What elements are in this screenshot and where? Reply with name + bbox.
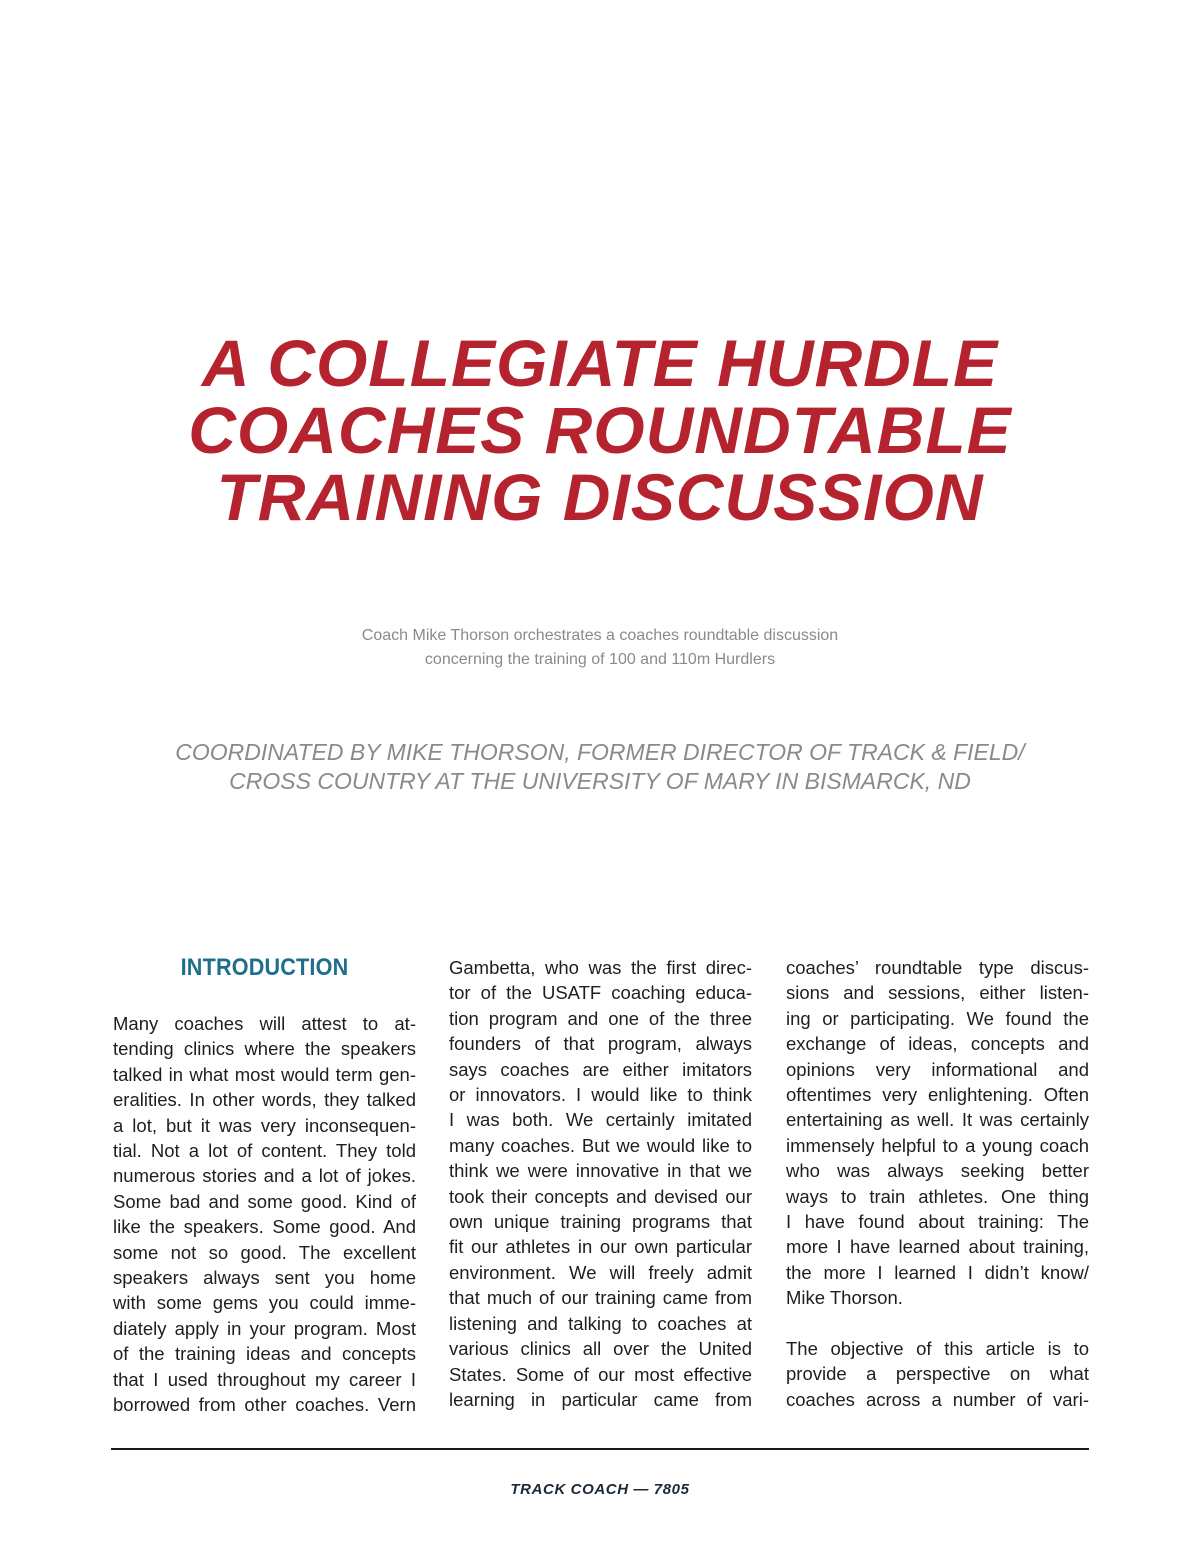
text-line: more I have learned about training, <box>786 1236 1089 1258</box>
paragraph <box>113 1011 416 1418</box>
text-line: Some bad and some good. Kind of <box>113 1190 416 1212</box>
byline-line: CROSS COUNTRY AT THE UNIVERSITY OF MARY IN BISMARCK, ND <box>229 768 971 794</box>
text-line: that much of our training came from <box>449 1287 752 1309</box>
text-line: listening and talking to coaches at <box>449 1312 752 1334</box>
text-line: think we were innovative in that we <box>449 1160 752 1182</box>
text-line: ing or participating. We found the <box>786 1007 1089 1029</box>
text-line: of the training ideas and concepts <box>113 1343 416 1365</box>
text-line: oftentimes very enlightening. Often <box>786 1084 1089 1106</box>
paragraph <box>786 1336 1089 1412</box>
text-line: tending clinics where the speakers <box>113 1038 416 1060</box>
text-line: borrowed from other coaches. Vern <box>113 1394 416 1416</box>
text-line: immensely helpful to a young coach <box>786 1134 1089 1156</box>
article-subtitle <box>0 624 1200 672</box>
text-line: some not so good. The excellent <box>113 1241 416 1263</box>
text-line: founders of that program, always <box>449 1033 752 1055</box>
title-line: COACHES ROUNDTABLE <box>188 393 1012 467</box>
text-line: learning in particular came from <box>449 1388 752 1410</box>
text-line: own unique training programs that <box>449 1211 752 1233</box>
text-line: that I used throughout my career I <box>113 1368 416 1390</box>
paragraph <box>449 955 752 1412</box>
text-line: Gambetta, who was the first direc- <box>449 957 752 978</box>
text-line: with some gems you could imme- <box>113 1292 416 1314</box>
text-line: coaches’ roundtable type discus- <box>786 957 1089 978</box>
text-line: took their concepts and devised our <box>449 1185 752 1207</box>
title-line: A COLLEGIATE HURDLE <box>201 326 999 400</box>
text-line: tor of the USATF coaching educa- <box>449 982 752 1004</box>
subtitle-line: concerning the training of 100 and 110m Hurdlers <box>424 651 776 668</box>
byline-line: COORDINATED BY MIKE THORSON, FORMER DIRECTOR OF TRACK & FIELD/ <box>175 739 1025 765</box>
text-line: various clinics all over the United <box>449 1338 752 1360</box>
text-line: The objective of this article is to <box>786 1337 1089 1359</box>
text-line: States. Some of our most effective <box>449 1363 752 1385</box>
text-column-1 <box>113 955 416 1418</box>
text-line: coaches across a number of vari- <box>786 1388 1089 1410</box>
text-line: a lot, but it was very inconsequen- <box>113 1114 416 1136</box>
text-line: Many coaches will attest to at- <box>113 1013 416 1034</box>
footer-divider <box>111 1448 1089 1450</box>
text-line: tion program and one of the three <box>449 1007 752 1029</box>
text-line: environment. We will freely admit <box>449 1261 752 1283</box>
text-line: the more I learned I didn’t know/ <box>786 1261 1089 1283</box>
text-line: talked in what most would term gen- <box>113 1063 416 1085</box>
text-line: I have found about training: The <box>786 1211 1089 1233</box>
page-footer: TRACK COACH — 7805 <box>510 1481 690 1498</box>
text-line: who was always seeking better <box>786 1160 1089 1182</box>
article-title <box>0 326 1200 534</box>
text-column-2 <box>449 955 752 1412</box>
text-line: provide a perspective on what <box>786 1363 1089 1385</box>
text-column-3 <box>786 955 1089 1412</box>
text-line: or innovators. I would like to think <box>449 1084 752 1106</box>
text-line: like the speakers. Some good. And <box>113 1216 416 1238</box>
text-line: eralities. In other words, they talked <box>113 1089 416 1111</box>
text-line: speakers always sent you home <box>113 1267 416 1289</box>
article-byline <box>0 738 1200 796</box>
text-line: diately apply in your program. Most <box>113 1317 416 1339</box>
text-line: tial. Not a lot of content. They told <box>113 1140 416 1162</box>
text-line: numerous stories and a lot of jokes. <box>113 1165 416 1187</box>
text-line: fit our athletes in our own particular <box>449 1236 752 1258</box>
text-line: sions and sessions, either listen- <box>786 982 1089 1004</box>
subtitle-line: Coach Mike Thorson orchestrates a coaches roundtable discussion <box>361 627 839 644</box>
text-line: I was both. We certainly imitated <box>449 1109 752 1131</box>
text-line: Mike Thorson. <box>786 1287 903 1309</box>
text-line: ways to train athletes. One thing <box>786 1185 1089 1207</box>
text-line: says coaches are either imitators <box>449 1058 752 1080</box>
text-line: opinions very informational and <box>786 1058 1089 1080</box>
title-line: TRAINING DISCUSSION <box>216 460 984 534</box>
text-line: many coaches. But we would like to <box>449 1134 752 1156</box>
text-line: entertaining as well. It was certainly <box>786 1109 1089 1131</box>
paragraph <box>786 955 1089 1311</box>
section-heading: INTRODUCTION <box>180 954 349 981</box>
text-line: exchange of ideas, concepts and <box>786 1033 1089 1055</box>
